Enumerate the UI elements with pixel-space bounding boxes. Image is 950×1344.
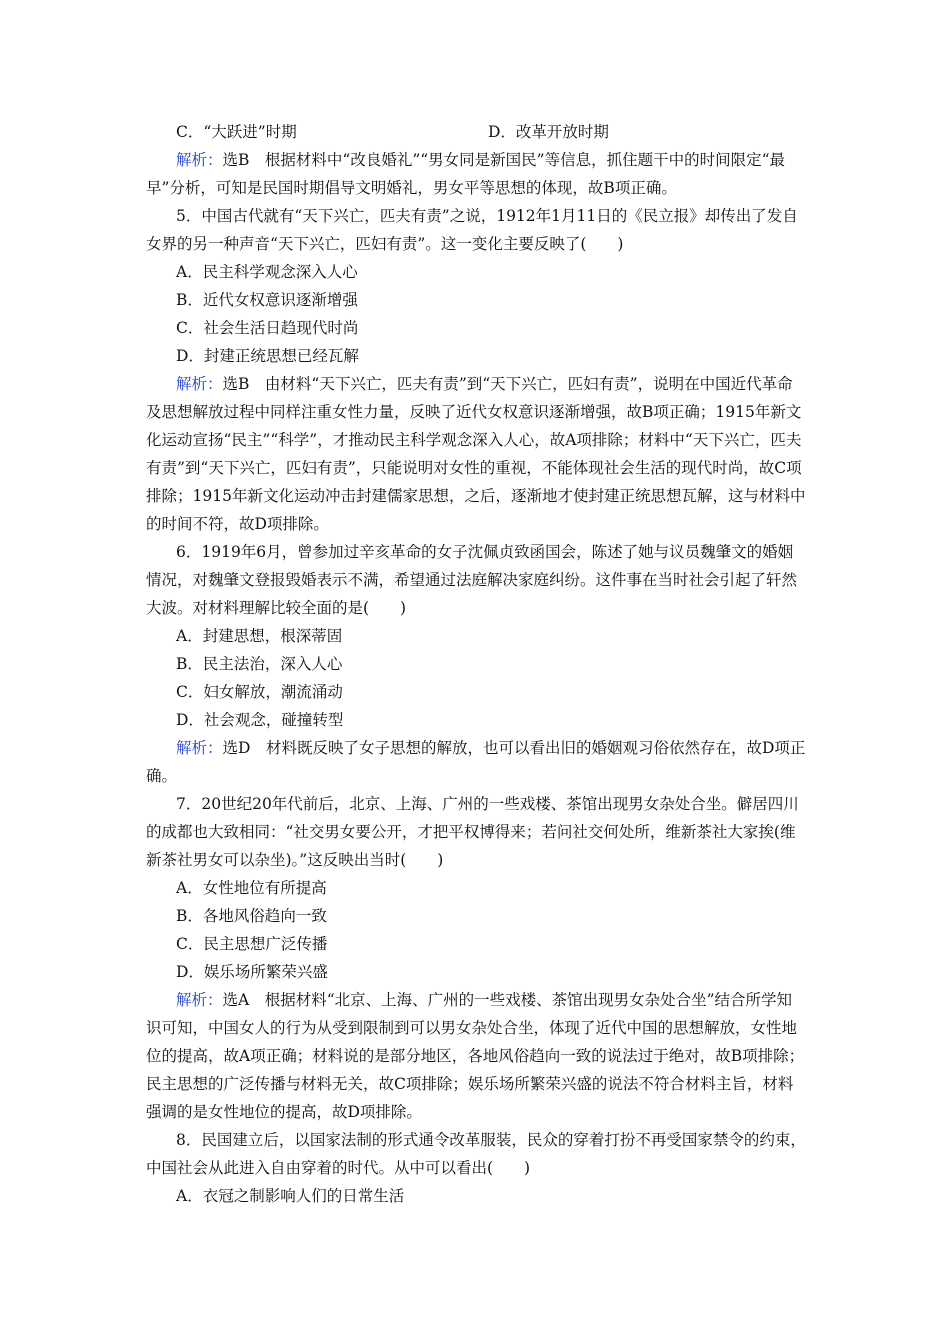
q4-analysis-text: 选B 根据材料中“改良婚礼”“男女同是新国民”等信息，抓住题干中的时间限定“最早”分析，可知是民国时期倡导文明婚礼，男女平等思想的体现，故B项正确。 <box>146 151 786 197</box>
q5-option-b: B．近代女权意识逐渐增强 <box>176 291 358 309</box>
q7-option-b: B．各地风俗趋向一致 <box>176 907 327 925</box>
q6-analysis-text: 选D 材料既反映了女子思想的解放，也可以看出旧的婚姻观习俗依然存在，故D项正确。 <box>146 739 806 785</box>
q6-analysis-label: 解析： <box>176 739 223 757</box>
q6-option-c: C．妇女解放，潮流涌动 <box>176 683 343 701</box>
q8-option-a: A．衣冠之制影响人们的日常生活 <box>176 1187 405 1205</box>
q7-option-a: A．女性地位有所提高 <box>176 879 327 897</box>
q4-analysis <box>146 146 806 202</box>
q4-options-row <box>146 118 806 146</box>
q5-option-c: C．社会生活日趋现代时尚 <box>176 319 359 337</box>
q8-stem: 8．民国建立后，以国家法制的形式通令改革服装，民众的穿着打扮不再受国家禁令的约束，中国社会从此进入自由穿着的时代。从中可以看出( ) <box>146 1131 806 1177</box>
q7-analysis-label: 解析： <box>176 991 223 1009</box>
q5-analysis-text: 选B 由材料“天下兴亡，匹夫有责”到“天下兴亡，匹妇有责”，说明在中国近代革命及思想解放过程中同样注重女性力量，反映了近代女权意识逐渐增强，故B项正确；1915年新文化运动宣扬“民主”“科学”，才推动民主科学观念深入人心，故A项排除；材料中“天下兴亡，匹夫有责”到“天下兴亡，匹妇有责”，只能说明对女性的重视，不能体现社会生活的现代时尚，故C项排除；1915年新文化运动冲击封建儒家思想，之后，逐渐地才使封建正统思想瓦解，这与材料中的时间不符，故D项排除。 <box>146 375 806 533</box>
q5-analysis <box>146 370 806 538</box>
q6-analysis <box>146 734 806 790</box>
q5-stem: 5．中国古代就有“天下兴亡，匹夫有责”之说，1912年1月11日的《民立报》却传出了发自女界的另一种声音“天下兴亡，匹妇有责”。这一变化主要反映了( ) <box>146 207 798 253</box>
question-content <box>146 118 806 1210</box>
q6-option-b: B．民主法治，深入人心 <box>176 655 343 673</box>
q7-analysis-text: 选A 根据材料“北京、上海、广州的一些戏楼、茶馆出现男女杂处合坐”结合所学知识可知，中国女人的行为从受到限制到可以男女杂处合坐，体现了近代中国的思想解放，女性地位的提高，故A项正确；材料说的是部分地区，各地风俗趋向一致的说法过于绝对，故B项排除；民主思想的广泛传播与材料无关，故C项排除；娱乐场所繁荣兴盛的说法不符合材料主旨，材料强调的是女性地位的提高，故D项排除。 <box>146 991 805 1121</box>
q4-analysis-label: 解析： <box>176 151 223 169</box>
q6-stem: 6．1919年6月，曾参加过辛亥革命的女子沈佩贞致函国会，陈述了她与议员魏肇文的婚姻情况，对魏肇文登报毁婚表示不满，希望通过法庭解决家庭纠纷。这件事在当时社会引起了轩然大波。对材料理解比较全面的是( ) <box>146 543 798 617</box>
q5-analysis-label: 解析： <box>176 375 223 393</box>
q6-option-a: A．封建思想，根深蒂固 <box>176 627 343 645</box>
q5-option-d: D．封建正统思想已经瓦解 <box>176 347 359 365</box>
q7-option-d: D．娱乐场所繁荣兴盛 <box>176 963 328 981</box>
q4-option-d: D．改革开放时期 <box>488 123 609 141</box>
q5-option-a: A．民主科学观念深入人心 <box>176 263 358 281</box>
q7-stem: 7．20世纪20年代前后，北京、上海、广州的一些戏楼、茶馆出现男女杂处合坐。僻居四川的成都也大致相同：“社交男女要公开，才把平权博得来；若问社交何处所，维新茶社大家挨(维新茶社男女可以杂坐)。”这反映出当时( ) <box>146 795 799 869</box>
q6-option-d: D．社会观念，碰撞转型 <box>176 711 344 729</box>
q7-option-c: C．民主思想广泛传播 <box>176 935 328 953</box>
q4-option-c: C．“大跃进”时期 <box>176 123 297 141</box>
q7-analysis <box>146 986 806 1126</box>
